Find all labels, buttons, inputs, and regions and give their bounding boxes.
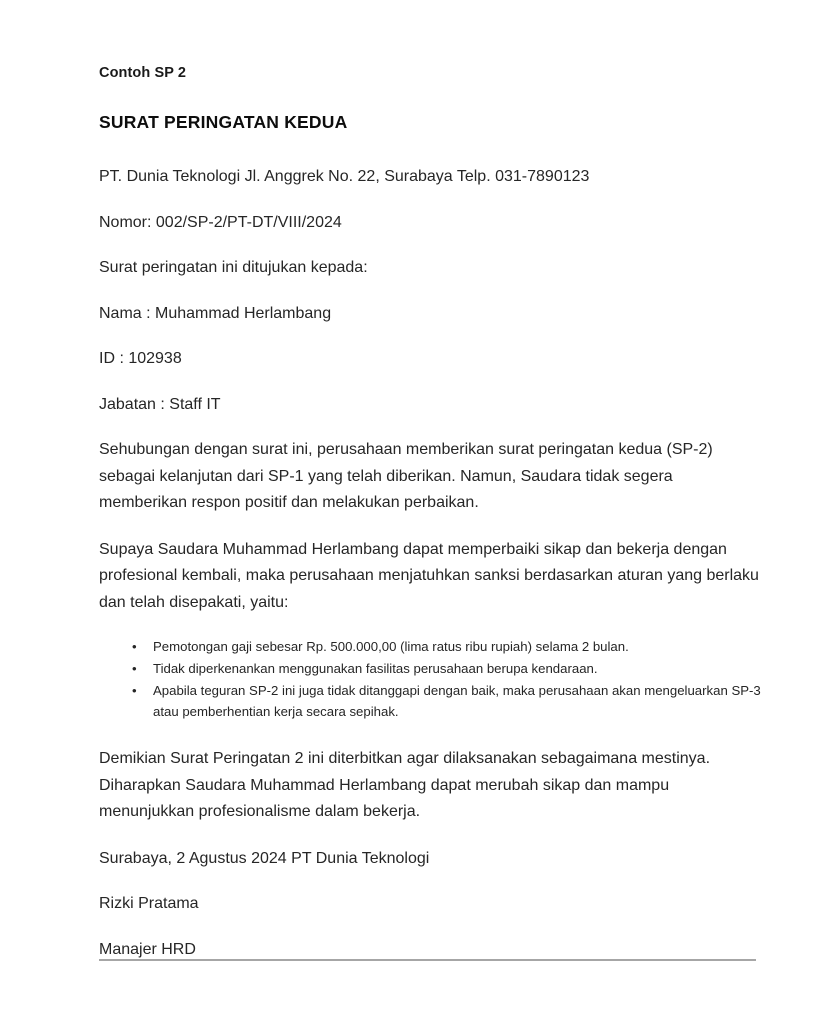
list-item <box>99 658 764 679</box>
list-item-text: Apabila teguran SP-2 ini juga tidak ditanggapi dengan baik, maka perusahaan akan mengeluarkan SP-3 atau pemberhentian kerja secara sepihak. <box>153 683 761 719</box>
footer-divider <box>99 959 756 961</box>
addressed-intro: Surat peringatan ini ditujukan kepada: <box>99 259 368 276</box>
letter-number: Nomor: 002/SP-2/PT-DT/VIII/2024 <box>99 213 342 231</box>
list-item-text: Pemotongan gaji sebesar Rp. 500.000,00 (lima ratus ribu rupiah) selama 2 bulan. <box>153 639 629 654</box>
bullet-icon: • <box>132 639 137 654</box>
body-paragraph-2: Supaya Saudara Muhammad Herlambang dapat memperbaiki sikap dan bekerja dengan profesional kembali, maka perusahaan menjatuhkan sanksi berdasarkan aturan yang berlaku dan telah disepakati, yaitu: <box>99 540 759 611</box>
recipient-name: Nama : Muhammad Herlambang <box>99 304 332 322</box>
document-kicker: Contoh SP 2 <box>99 65 187 81</box>
signer-title: Manajer HRD <box>99 940 196 958</box>
signer-name: Rizki Pratama <box>99 895 199 912</box>
sanctions-list <box>99 636 764 722</box>
list-item <box>99 636 764 657</box>
bullet-icon: • <box>132 661 137 676</box>
recipient-position: Jabatan : Staff IT <box>99 395 221 413</box>
list-item-text: Tidak diperkenankan menggunakan fasilitas perusahaan berupa kendaraan. <box>153 661 598 676</box>
document-body <box>99 64 764 982</box>
closing-paragraph: Demikian Surat Peringatan 2 ini diterbitkan agar dilaksanakan sebagaimana mestinya. Diharapkan Saudara Muhammad Herlambang dapat merubah sikap dan mampu menunjukkan profesionalisme dalam bekerja. <box>99 750 711 820</box>
page-title: SURAT PERINGATAN KEDUA <box>99 112 348 133</box>
list-item <box>99 680 764 722</box>
body-paragraph-1: Sehubungan dengan surat ini, perusahaan memberikan surat peringatan kedua (SP-2) sebagai kelanjutan dari SP-1 yang telah diberikan. Namun, Saudara tidak segera memberikan respon positif dan melakukan perbaikan. <box>99 441 713 511</box>
bullet-icon: • <box>132 683 137 698</box>
place-and-date: Surabaya, 2 Agustus 2024 PT Dunia Teknologi <box>99 849 430 867</box>
company-address-line: PT. Dunia Teknologi Jl. Anggrek No. 22, Surabaya Telp. 031-7890123 <box>99 168 590 185</box>
recipient-id: ID : 102938 <box>99 350 182 367</box>
